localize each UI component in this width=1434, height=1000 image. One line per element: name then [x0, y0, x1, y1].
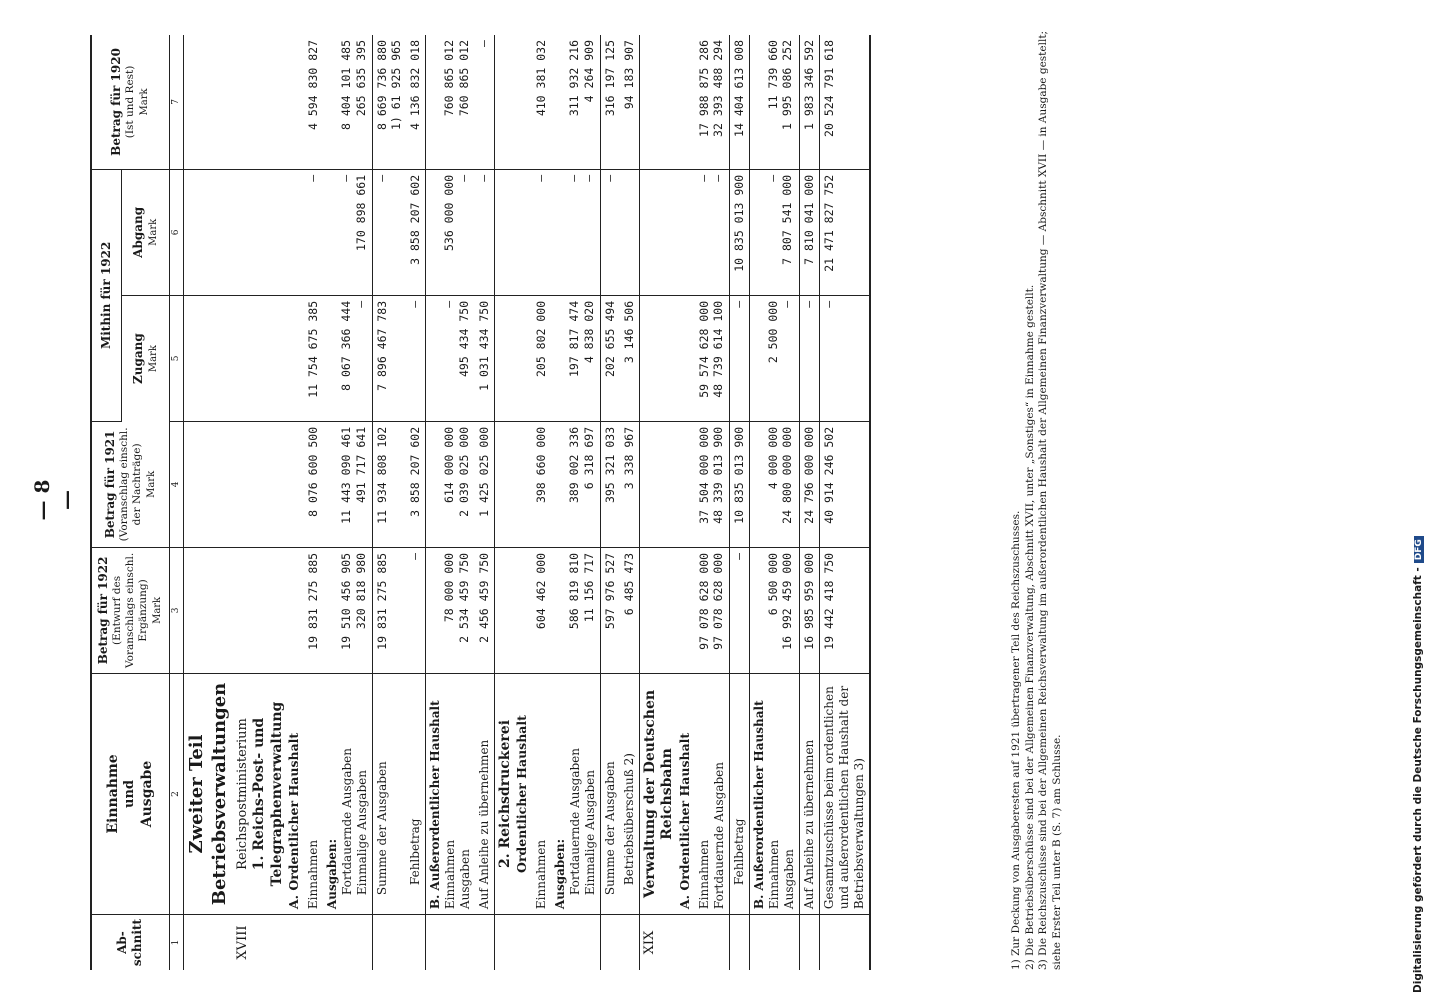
- table-row: Fehlbetrag — 3 858 207 602 — 3 858 207 602 4 136 832 018: [406, 35, 426, 970]
- table-row: B. Außerordentlicher Haushalt Einnahmen Ausgaben 78 000 000 2 534 459 750 614 000 000 2 039 025 000 — 495 434 750 536 000 000 — 760 865 012 760 865 012: [425, 35, 475, 970]
- section-number: XIX: [639, 915, 694, 970]
- header-betrag-1920: Betrag für 1920 (Ist und Rest) Mark: [91, 35, 169, 169]
- budget-table: [90, 35, 871, 970]
- table-row: Ausgaben: Fortdauernde Ausgaben Einmalige Ausgaben 586 819 810 11 156 717 389 002 336 6 318 697 197 817 474 4 838 020 — — 311 932 216 4 264 909: [551, 35, 601, 970]
- dfg-sidebar: [1412, 8, 1430, 993]
- dfg-logo: DFG: [1414, 536, 1424, 563]
- header-abschnitt: Ab-schnitt: [91, 915, 169, 970]
- header-mithin-1922: Mithin für 1922: [91, 169, 121, 421]
- header-abgang: Abgang Mark: [121, 169, 169, 295]
- druck-title: 2. Reichsdruckerei: [496, 719, 513, 868]
- section-heading-row: 2. Reichsdruckerei Ordentlicher Haushalt: [494, 35, 532, 970]
- table-row: B. Außerordentlicher Haushalt Einnahmen Ausgaben 6 500 000 16 992 459 000 4 000 000 24 800 000 000 2 500 000 — — 7 807 541 000 11 739 660 1 995 086 252: [749, 35, 799, 970]
- table-row: Einnahmen 19 831 275 885 8 076 600 500 11 754 675 385 — 4 594 830 827: [304, 35, 323, 970]
- post-ord-heading: A. Ordentlicher Haushalt: [286, 732, 302, 910]
- part-subtitle: Betriebsverwaltungen: [208, 682, 230, 906]
- column-numbers: 1 2 3 4 5 6 7: [169, 35, 183, 970]
- header-betrag-1922: Betrag für 1922 (Entwurf des Voranschlags einschl. Ergänzung) Mark: [91, 547, 169, 673]
- ministry-title: Reichspostministerium: [235, 718, 251, 870]
- table-row: Einnahmen 604 462 000 398 660 000 205 802 000 — 410 381 032: [532, 35, 551, 970]
- section-heading-row: XIX Verwaltung der Deutschen Reichsbahn A. Ordentlicher Haushalt: [639, 35, 694, 970]
- section-heading-row: [233, 35, 304, 970]
- footnote: 1) Zur Deckung von Ausgaberesten auf 1921 übertragener Teil des Reichszuschusses.: [1010, 510, 1022, 970]
- table-row: Betriebsüberschuß 2) 6 485 473 3 338 967 3 146 506 94 183 907: [620, 35, 640, 970]
- part-heading-row: [184, 35, 234, 970]
- table-header: [91, 35, 184, 970]
- dfg-credit-text: Digitalisierung gefördert durch die Deutsche Forschungsgemeinschaft -: [1412, 567, 1424, 993]
- table-row: Auf Anleihe zu übernehmen 2 456 459 750 1 425 025 000 1 031 434 750 — —: [475, 35, 495, 970]
- table-row: Gesamtzuschüsse beim ordentlichen und außerordentlichen Haushalt der Betriebsverwaltungen 3) 19 442 418 750 40 914 246 502 — 21 471 827 752 20 524 791 618: [819, 35, 870, 970]
- section-number: XVIII: [235, 925, 251, 960]
- footnotes: [1010, 30, 1065, 970]
- table-row: Einnahmen Fortdauernde Ausgaben 97 078 628 000 97 078 628 000 37 504 000 000 48 339 013 900 59 574 628 000 48 739 614 100 — — 17 988 875 286 32 393 488 294: [695, 35, 730, 970]
- table-row: Fehlbetrag — 10 835 013 900 — 10 835 013 900 14 404 613 008: [729, 35, 749, 970]
- header-einnahme-ausgabe: Einnahme und Ausgabe: [91, 673, 169, 914]
- part-title: Zweiter Teil: [186, 734, 208, 854]
- footnote: 3) Die Reichszuschüsse sind bei der Allgemeinen Reichsverwaltung im außerordentlichen Haushalt der Allgemeinen Finanzverwaltung — Abschnitt XVII — in Ausgabe gestellt; siehe Erster Teil unter B (S. 7) am Schlusse.: [1037, 30, 1063, 970]
- table-row: Ausgaben: Fortdauernde Ausgaben Einmalige Ausgaben 19 510 456 905 320 818 980 11 443 090 461 491 717 641 8 067 366 444 — — 170 898 661 8 404 101 485 265 635 395: [323, 35, 373, 970]
- post-title: 1. Reichs-Post- und Telegraphenverwaltung: [251, 701, 285, 887]
- table-row: Auf Anleihe zu übernehmen 16 985 959 000 24 796 000 000 — 7 810 041 000 1 983 346 592: [799, 35, 819, 970]
- footnote: 2) Die Betriebsüberschüsse sind bei der Allgemeinen Finanzverwaltung, Abschnitt XVII, unter „Sonstiges“ in Einnahme gestellt.: [1023, 284, 1036, 970]
- header-betrag-1921: Betrag für 1921 (Voranschlag einschl. der Nachträge) Mark: [91, 421, 169, 547]
- table-row: Summe der Ausgaben 19 831 275 885 11 934 808 102 7 896 467 783 — 8 669 736 880 1) 61 925 965: [373, 35, 406, 970]
- table-row: Summe der Ausgaben 597 976 527 395 321 033 202 655 494 — 316 197 125: [600, 35, 620, 970]
- header-zugang: Zugang Mark: [121, 295, 169, 421]
- page-number: — 8 —: [30, 479, 78, 521]
- bahn-title: Verwaltung der Deutschen Reichsbahn: [641, 689, 676, 899]
